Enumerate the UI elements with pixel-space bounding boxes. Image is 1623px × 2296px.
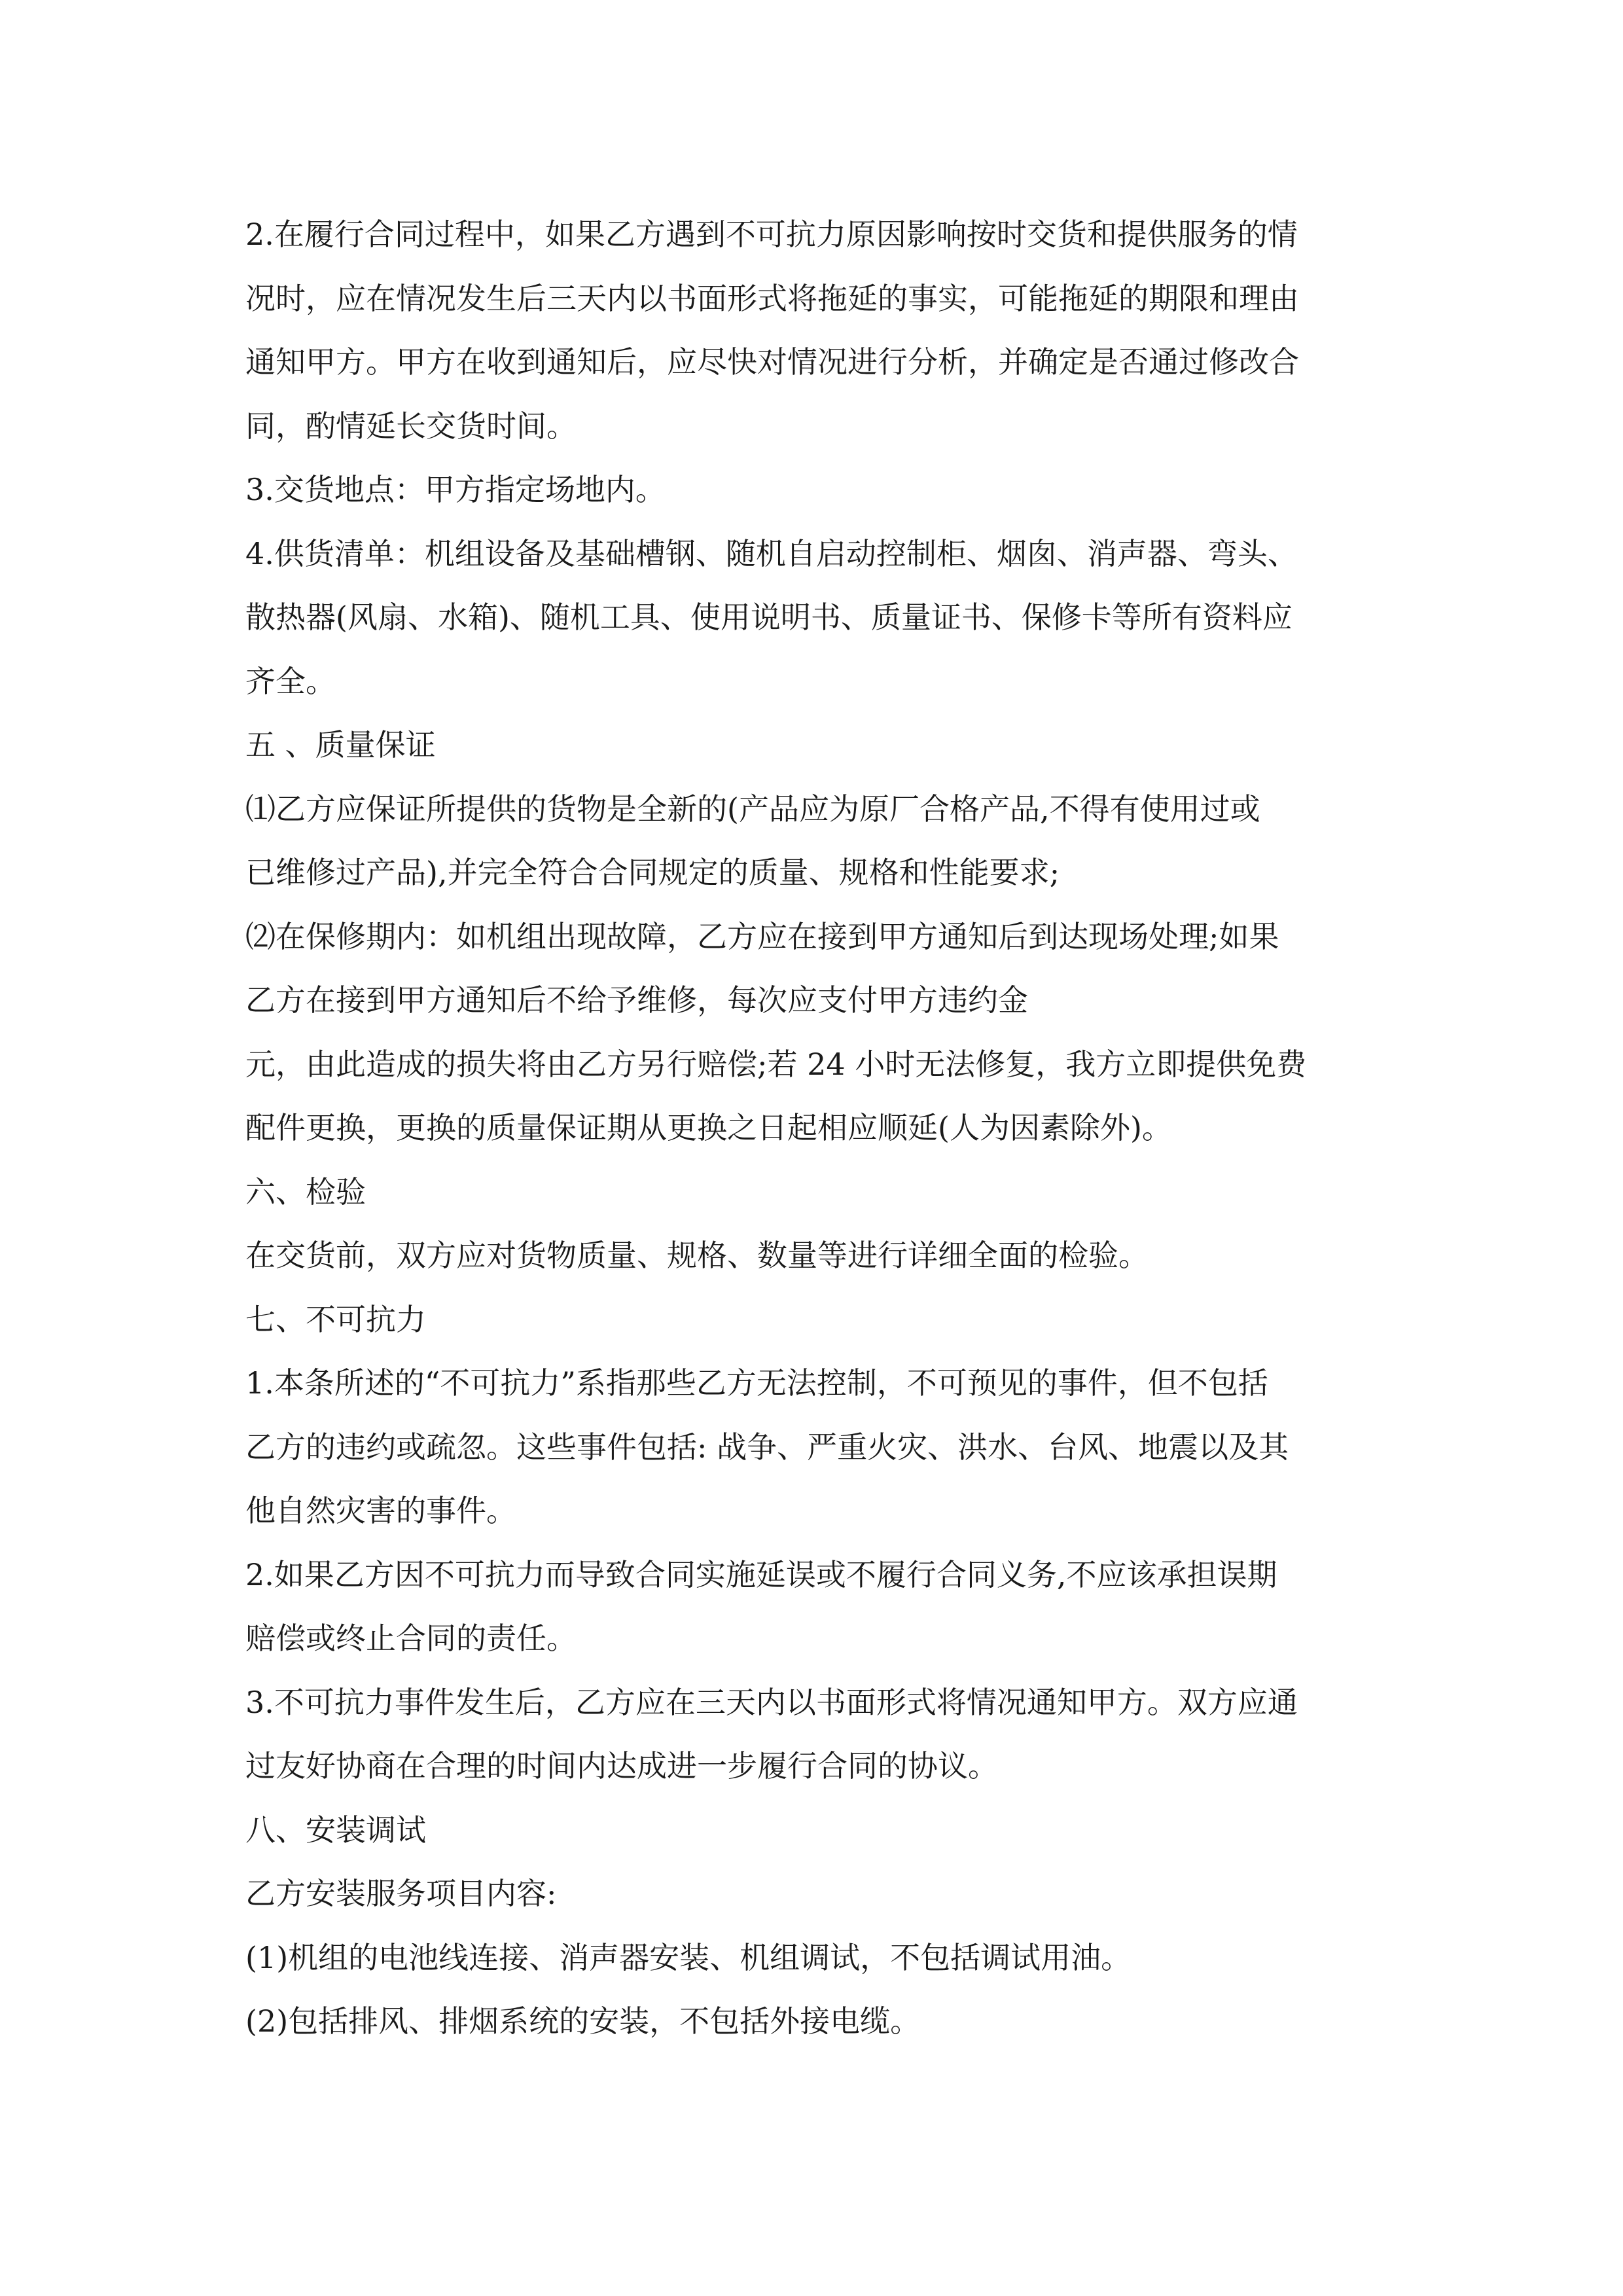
text-line: (2)包括排风、排烟系统的安装，不包括外接电缆。: [245, 2003, 921, 2039]
text-line: 4.供货清单：机组设备及基础槽钢、随机自启动控制柜、烟囱、消声器、弯头、: [245, 535, 1298, 571]
text-line: 3.不可抗力事件发生后，乙方应在三天内以书面形式将情况通知甲方。双方应通: [245, 1684, 1298, 1720]
section-heading: 五 、质量保证: [245, 727, 436, 762]
text-line: 齐全。: [245, 663, 336, 699]
text-line: 已维修过产品),并完全符合合同规定的质量、规格和性能要求;: [245, 855, 1060, 890]
text-line: 散热器(风扇、水箱)、随机工具、使用说明书、质量证书、保修卡等所有资料应: [245, 600, 1293, 635]
document-page: [245, 203, 1384, 2054]
text-line: 3.交货地点：甲方指定场地内。: [245, 472, 666, 507]
text-line: 乙方安装服务项目内容:: [245, 1876, 557, 1911]
text-line: 通知甲方。甲方在收到通知后，应尽快对情况进行分析，并确定是否通过修改合: [245, 344, 1299, 380]
text-line: 乙方在接到甲方通知后不给予维修，每次应支付甲方违约金: [245, 982, 1028, 1018]
text-line: 况时，应在情况发生后三天内以书面形式将拖延的事实，可能拖延的期限和理由: [245, 280, 1299, 316]
section-heading: 六、检验: [245, 1174, 366, 1210]
text-line: ⑴乙方应保证所提供的货物是全新的(产品应为原厂合格产品,不得有使用过或: [245, 791, 1260, 827]
section-heading: 七、不可抗力: [245, 1301, 426, 1337]
text-line: 他自然灾害的事件。: [245, 1493, 516, 1528]
text-line: 配件更换，更换的质量保证期从更换之日起相应顺延(人为因素除外)。: [245, 1110, 1172, 1145]
text-line: 在交货前，双方应对货物质量、规格、数量等进行详细全面的检验。: [245, 1238, 1149, 1273]
text-line: 1.本条所述的“不可抗力”系指那些乙方无法控制，不可预见的事件，但不包括: [245, 1365, 1268, 1401]
text-line: 同，酌情延长交货时间。: [245, 408, 577, 444]
text-line: 乙方的违约或疏忽。这些事件包括: 战争、严重火灾、洪水、台风、地震以及其: [245, 1429, 1289, 1465]
text-line: 2.在履行合同过程中，如果乙方遇到不可抗力原因影响按时交货和提供服务的情: [245, 217, 1298, 252]
text-line: 元，由此造成的损失将由乙方另行赔偿;若 24 小时无法修复，我方立即提供免费: [245, 1046, 1307, 1082]
text-line: 过友好协商在合理的时间内达成进一步履行合同的协议。: [245, 1748, 998, 1784]
text-line: ⑵在保修期内：如机组出现故障，乙方应在接到甲方通知后到达现场处理;如果: [245, 918, 1279, 954]
text-line: 赔偿或终止合同的责任。: [245, 1621, 577, 1656]
text-line: (1)机组的电池线连接、消声器安装、机组调试，不包括调试用油。: [245, 1939, 1132, 1975]
section-heading: 八、安装调试: [245, 1812, 426, 1848]
text-line: 2.如果乙方因不可抗力而导致合同实施延误或不履行合同义务,不应该承担误期: [245, 1556, 1277, 1592]
